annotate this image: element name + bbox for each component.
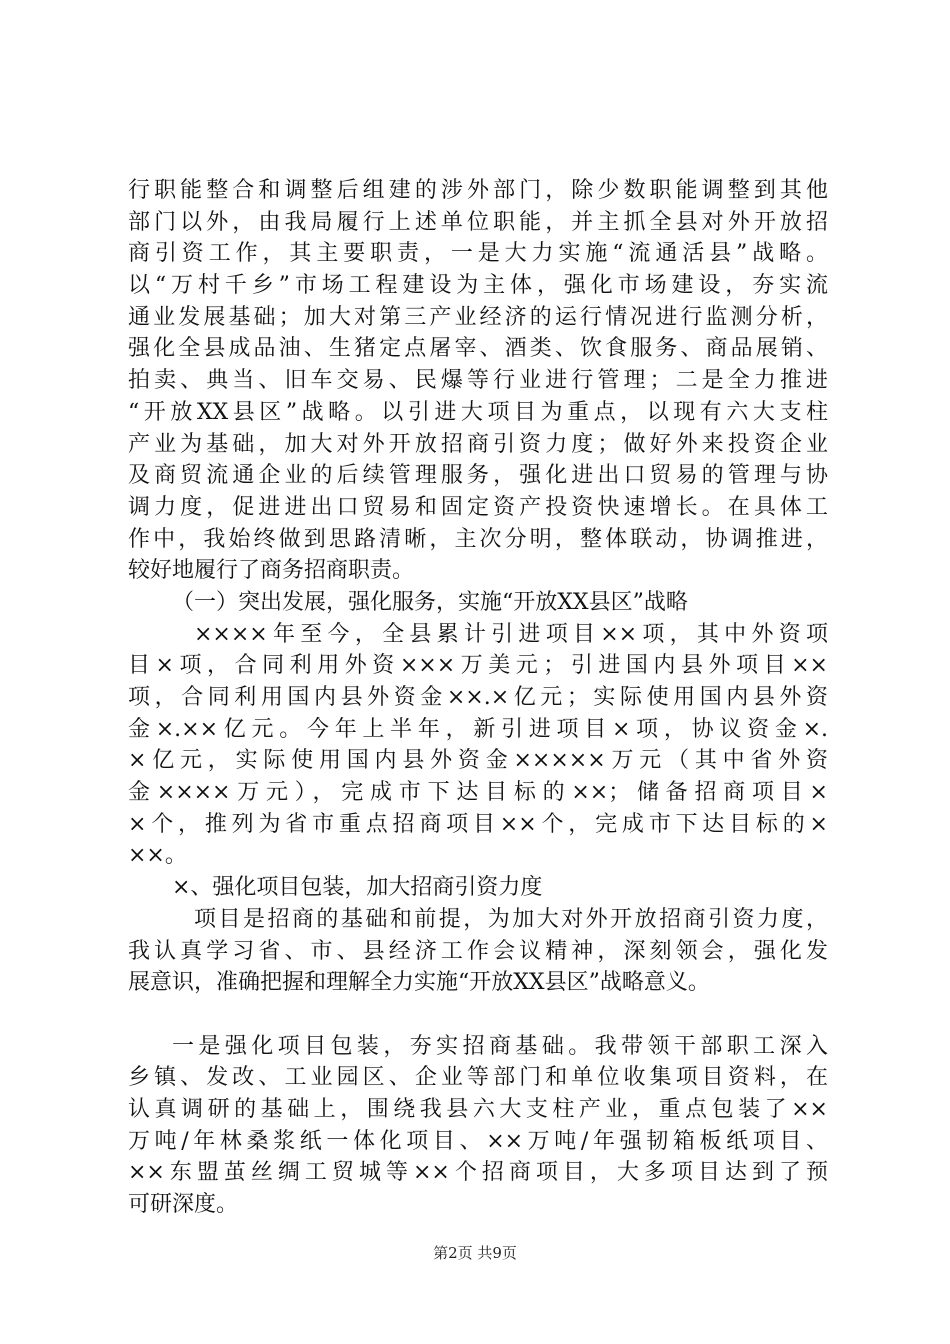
text-line: 认真调研的基础上，围绕我县六大支柱产业，重点包装了×× [128,1096,828,1122]
text-line: ×亿元，实际使用国内县外资金×××××万元（其中省外资 [128,748,828,774]
text-line: ××东盟茧丝绸工贸城等××个招商项目，大多项目达到了预 [128,1160,828,1186]
text-line: 项，合同利用国内县外资金××.×亿元；实际使用国内县外资 [128,685,828,710]
text-line: 我认真学习省、市、县经济工作会议精神，深刻领会，强化发 [128,938,828,964]
section-heading: （一）突出发展，强化服务，实施“开放XX县区”战略 [172,589,688,615]
text-line: 作中，我始终做到思路清晰，主次分明，整体联动，协调推进， [128,526,828,552]
text-line: 产业为基础，加大对外开放招商引资力度；做好外来投资企业 [128,431,828,457]
text-line: 拍卖、典当、旧车交易、民爆等行业进行管理；二是全力推进 [128,368,828,394]
text-line: 商引资工作，其主要职责，一是大力实施“流通活县”战略。 [128,241,828,267]
text-line: 行职能整合和调整后组建的涉外部门，除少数职能调整到其他 [128,178,828,203]
text-line: 万吨/年林桑浆纸一体化项目、××万吨/年强韧箱板纸项目、 [128,1128,828,1154]
text-line: 一是强化项目包装，夯实招商基础。我带领干部职工深入 [172,1033,828,1059]
text-line: 部门以外，由我局履行上述单位职能，并主抓全县对外开放招 [128,209,828,235]
text-line: 较好地履行了商务招商职责。 [128,558,415,584]
body-text [128,175,828,1221]
text-line: 调力度，促进进出口贸易和固定资产投资快速增长。在具体工 [128,494,828,520]
text-line: 及商贸流通企业的后续管理服务，强化进出口贸易的管理与协 [128,463,828,489]
text-line: 乡镇、发改、工业园区、企业等部门和单位收集项目资料，在 [128,1065,828,1091]
text-line: 可研深度。 [128,1192,239,1217]
blank-line [128,999,828,1031]
text-line: ×个，推列为省市重点招商项目××个，完成市下达目标的× [128,811,828,837]
text-line: 项目是招商的基础和前提，为加大对外开放招商引资力度， [194,906,828,932]
text-line: 目×项，合同利用外资×××万美元；引进国内县外项目×× [128,653,828,679]
page-footer: 第2页 共9页 [433,1244,517,1262]
text-line: 金×.××亿元。今年上半年，新引进项目×项，协议资金×. [128,716,828,742]
text-line: 展意识，准确把握和理解全力实施“开放XX县区”战略意义。 [128,970,710,996]
text-line: 以“万村千乡”市场工程建设为主体，强化市场建设，夯实流 [128,273,828,299]
subsection-heading: ×、强化项目包装，加大招商引资力度 [172,875,543,901]
text-line: ××。 [128,843,187,869]
text-line: 通业发展基础；加大对第三产业经济的运行情况进行监测分析， [128,304,828,330]
text-line: “开放XX县区”战略。以引进大项目为重点，以现有六大支柱 [128,399,828,425]
text-line: ××××年至今，全县累计引进项目××项，其中外资项 [194,621,828,647]
text-line: 强化全县成品油、生猪定点屠宰、酒类、饮食服务、商品展销、 [128,336,828,362]
text-line: 金××××万元），完成市下达目标的××；储备招商项目× [128,780,828,806]
